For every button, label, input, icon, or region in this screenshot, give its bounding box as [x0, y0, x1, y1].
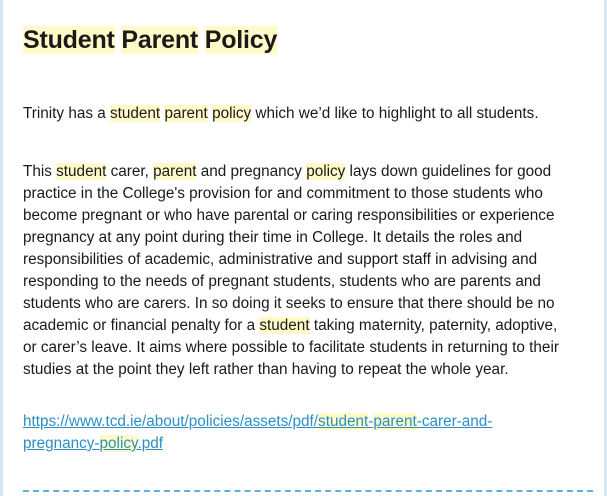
highlight: parent [164, 105, 208, 122]
text-line: practice in the College's provision for and commitment to those students who [23, 185, 543, 202]
highlight: parent [153, 163, 197, 180]
highlight: student [259, 317, 310, 334]
text-line: studies at the point they left rather than having to repeat the whole year. [23, 361, 509, 378]
highlight: policy [306, 163, 346, 180]
highlight: policy [99, 435, 138, 452]
policy-pdf-link[interactable]: pregnancy-policy.pdf [23, 435, 164, 452]
text-line: academic or financial penalty for a student taking maternity, paternity, adoptive, [23, 317, 558, 334]
text-line: become pregnant or who have parental or caring responsibilities or experience [23, 207, 555, 224]
dashed-divider [23, 490, 593, 492]
highlight: Policy [204, 26, 278, 54]
highlight: policy [212, 105, 252, 122]
text-line: or carer’s leave. It aims where possible to facilitate students in returning to their [23, 339, 559, 356]
page-title [23, 26, 277, 55]
highlight: student [318, 413, 369, 430]
highlight: Student [23, 26, 115, 54]
highlight: parent [373, 413, 417, 430]
text-line: This student carer, parent and pregnancy policy lays down guidelines for good [23, 163, 552, 180]
highlight: student [56, 163, 107, 180]
highlight: Parent [121, 26, 199, 54]
policy-description-paragraph [23, 161, 559, 381]
highlight: student [110, 105, 161, 122]
text-line: students who are carers. In so doing it seeks to ensure that there should be no [23, 295, 555, 312]
policy-pdf-link-paragraph [23, 411, 492, 455]
policy-pdf-link[interactable]: https://www.tcd.ie/about/policies/assets/pdf/student-parent-carer-and- [23, 413, 493, 430]
intro-paragraph: Trinity has a student parent policy which we’d like to highlight to all students. [23, 105, 539, 122]
text-line: responding to the needs of pregnant students, students who are parents and [23, 273, 541, 290]
text-line: pregnancy at any point during their time in College. It details the roles and [23, 229, 523, 246]
text-line: responsibilities of academic, administrative and support staff in advising and [23, 251, 538, 268]
